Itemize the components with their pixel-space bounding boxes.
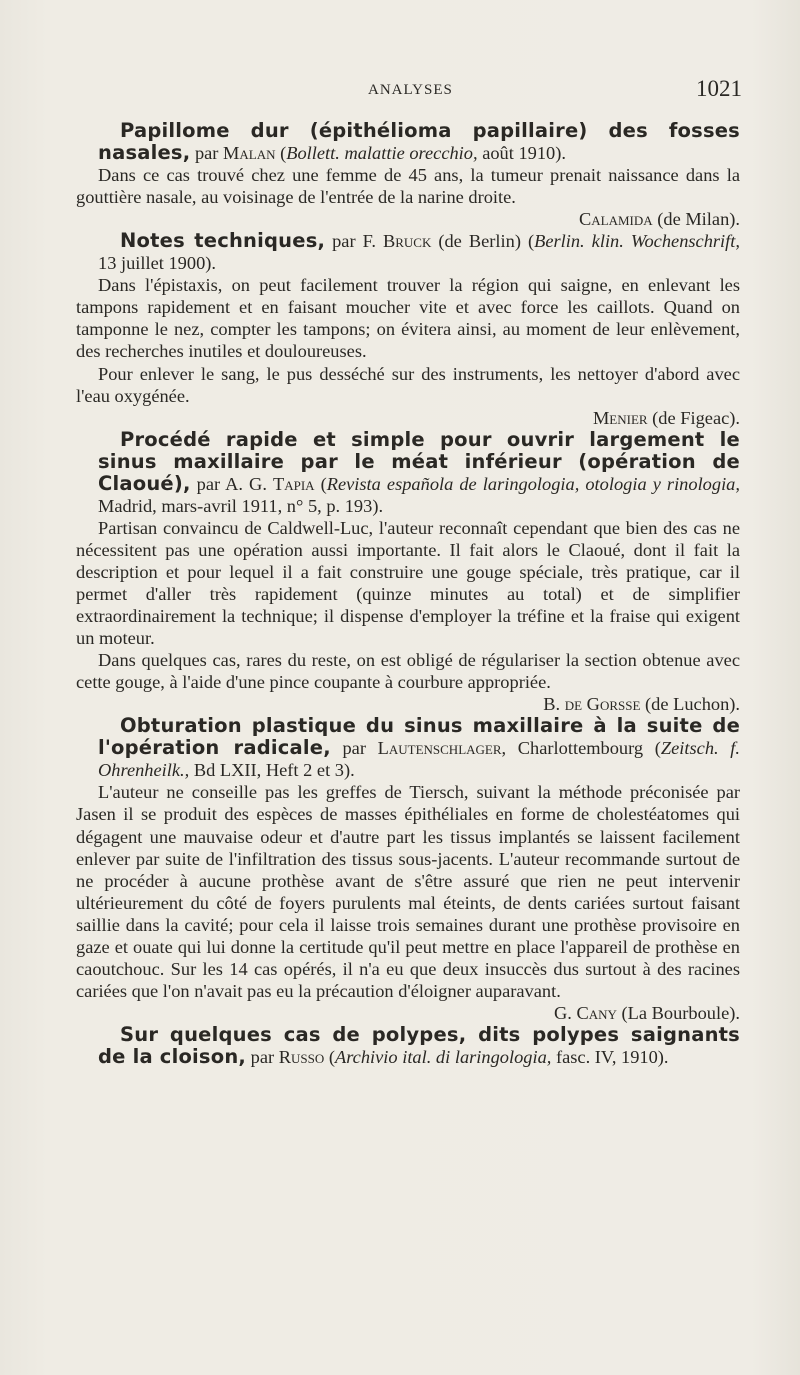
reference-details: fasc. IV, 1910). — [551, 1046, 669, 1067]
paragraph: Pour enlever le sang, le pus desséché sur des instruments, les nettoyer d'abord avec l'eau oxygénée. — [76, 363, 740, 406]
running-head — [82, 76, 742, 106]
entry-title: Procédé rapide et simple pour ouvrir largement le sinus maxillaire par le méat inférieur (opération de Claoué), — [98, 427, 740, 495]
signature — [76, 407, 740, 429]
reference-journal: Berlin. klin. Wochenschrift, — [534, 231, 740, 252]
entry-title: Sur quelques cas de polypes, dits polypes saignants de la cloison, — [98, 1022, 740, 1068]
signature-name: G. Cany — [554, 1002, 617, 1023]
reference-author: Bruck — [382, 231, 432, 252]
reference-author: Lautenschlager — [377, 738, 502, 759]
reference-author: Tapia — [272, 473, 315, 494]
entry-title: Obturation plastique du sinus maxillaire à la suite de l'opération radicale, — [98, 714, 740, 760]
reference-prefix: par — [190, 143, 224, 164]
reference-prefix: par — [330, 738, 378, 759]
reference-details: Bd LXII, Heft 2 et 3). — [189, 760, 355, 781]
paragraph: Dans quelques cas, rares du reste, on est obligé de régulariser la section obtenue avec cette gouge, à l'aide d'une pince coupante à courbure appropriée. — [76, 650, 740, 693]
paragraph: L'auteur ne conseille pas les greffes de Tiersch, suivant la méthode préconisée par Jasen il se produit des espèces de masses épithéliales en forme de cholestéatomes qui dégagent une mauvaise odeur et d'autre part les tissus implantés se laissent facilement enlever par suite de l'infiltration des tissus sous-jacents. L'auteur recommande surtout de ne procéder à aucune prothèse avant de s'être assuré que rien ne peut intervenir ultérieurement du côté de foyers purulents mal éteints, de dents cariées surtout faisant saillie dans la cavité; pour cela il laisse trois semaines durant une prothèse provisoire en gaze et ouate qui lui donne la certitude qu'il peut mettre en place l'appareil de prothèse en caoutchouc. Sur les 14 cas opérés, il n'a eu que deux insuccès dus surtout à des racines cariées que l'on n'avait pas eu la précaution d'éloigner auparavant. — [76, 782, 740, 1001]
reference-prefix: par F. — [325, 231, 383, 252]
signature — [76, 208, 740, 230]
entry-title: Papillome dur (épithélioma papillaire) des fosses nasales, — [98, 119, 740, 165]
paragraph: Partisan convaincu de Caldwell-Luc, l'auteur reconnaît cependant que bien des cas ne nécessitent pas une opération aussi importante. Il fait alors le Claoué, dont il fait la description et pour lequel il a fait construire une gouge spéciale, très pratique, car il permet d'aller très rapidement (quinze minutes au total) et de simplifier extraordinairement la technique; il dispense d'employer la tréfine et la fraise qui exigent un moteur. — [76, 517, 740, 649]
signature-name: Calamida — [579, 209, 653, 230]
signature-place: (de Figeac). — [647, 407, 740, 428]
entry-header — [76, 120, 740, 164]
reference-open: (de Berlin) ( — [431, 231, 535, 252]
entry-title: Notes techniques, — [120, 229, 326, 253]
reference-journal: Zeitsch. f. Ohrenheilk., — [98, 738, 740, 781]
signature-name: Menier — [592, 407, 648, 428]
paragraph: Dans ce cas trouvé chez une femme de 45 ans, la tumeur prenait naissance dans la gouttière nasale, au voisinage de l'entrée de la narine droite. — [76, 165, 740, 208]
reference-prefix: par A. G. — [190, 473, 273, 494]
page-number: 1021 — [696, 76, 742, 101]
reference-open: ( — [324, 1046, 335, 1067]
reference-author: Russo — [278, 1046, 325, 1067]
signature-name: B. de Gorsse — [543, 694, 641, 715]
entry-header — [76, 715, 740, 781]
signature-place: (de Milan). — [652, 209, 740, 230]
signature — [76, 1002, 740, 1024]
reference-open: ( — [275, 143, 287, 164]
entry-header — [76, 1024, 740, 1068]
reference-journal: Archivio ital. di laringologia, — [334, 1046, 552, 1067]
entry-header — [76, 230, 740, 274]
running-head-title: ANALYSES — [368, 82, 453, 98]
reference-details: 13 juillet 1900). — [98, 253, 216, 274]
article-body — [76, 120, 740, 1068]
paragraph: Dans l'épistaxis, on peut facilement trouver la région qui saigne, en enlevant les tampons rapidement et en faisant moucher vite et avec force les caillots. Quand on tamponne le nez, compter les tampons; on évitera ainsi, au moment de leur enlèvement, des recherches inutiles et douloureuses. — [76, 275, 740, 362]
reference-journal: Bollett. malattie orecchio, — [286, 143, 478, 164]
reference-open: , Charlottembourg ( — [501, 738, 661, 759]
reference-author: Malan — [223, 143, 276, 164]
reference-details: août 1910). — [477, 143, 566, 164]
signature-place: (La Bourboule). — [616, 1002, 740, 1023]
reference-prefix: par — [246, 1046, 279, 1067]
signature — [76, 693, 740, 715]
entry-header — [76, 429, 740, 517]
reference-journal: Revista española de laringologia, otologia y rinologia, — [326, 473, 740, 494]
reference-details: Madrid, mars-avril 1911, n° 5, p. 193). — [98, 495, 384, 516]
signature-place: (de Luchon). — [640, 694, 740, 715]
reference-open: ( — [314, 473, 327, 494]
